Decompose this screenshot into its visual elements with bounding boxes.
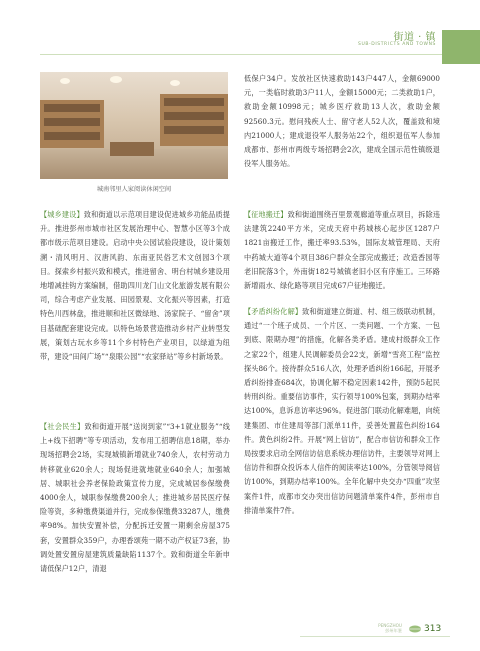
- header-rule: [40, 54, 442, 55]
- social-livelihood-continued-paragraph: [244, 72, 440, 171]
- yearbook-logo: [352, 623, 402, 633]
- paragraph-body: 致和街道开展“送岗到家”“3+1就业服务”“线上+线下招聘”等专项活动，发布用工招聘信息18期，举办现场招聘会2场，实现城镇新增就业740余人，农村劳动力转移就业620余人；现场促进就地就业640余人；加强城居、城职社会养老保险政策宣传力度，完成城居参保缴费4000余人，城职参保缴费200余人；推进城乡居民医疗保险等资，多种缴费渠道并行，完成参保缴费33287人，缴费率98%。加快安置补偿，分配拆迁安置一期剩余房屋375套，安置群众359户，办理香颂苑一期不动产权证73套，协调处置安置房屋建筑质量缺陷1137个。致和街道全年新申请低保户12户，清退: [40, 422, 230, 574]
- urban-rural-construction-paragraph: [40, 208, 230, 364]
- logo-subtext: 彭州年鉴: [385, 628, 402, 633]
- social-livelihood-paragraph: [40, 420, 230, 576]
- land-acquisition-paragraph: [244, 208, 440, 293]
- paragraph-body: 致和街道以示范项目建设促进城乡功能品质提升。推进彭州市城市社区发展治理中心、智慧小区等3个成都市级示范项目建设。启动中央公园试验段建设，设计策划溯・清风明月、汉唐风韵、东南亚民俗艺术文创园3个项目。探索乡村振兴致和模式，推进留舍、明台村城乡建设用地增减挂钩方案编制，借助四川龙门山文化旅游发展有限公司，综合考虑产业发展、田园景观、文化振兴等因素，打造特色川西林盘，推进顺和社区微绿地、汤家院子、“留舍”项目基础配套建设完成。以特色场景营造推动乡村产业转型发展，策划古玩水乡等11个乡村特色产业项目，以绿道为纽带，建设“田间广场”“泉眼公园”“农家驿站”等乡村新场景。: [40, 210, 230, 362]
- logo-text: PENGZHOU: [378, 623, 402, 628]
- paragraph-body: 致和街道围绕百里景观廊道等重点项目，拆除违法建筑2240平方米，完成天府中药城核心起步区1287户1821亩搬迁工作，搬迁率93.53%，国际友城管理局、天府中药城大道等4个项目386户群众全部完成搬迁；改造香园等老旧院落3个，外南街182号城镇老旧小区有序施工。三环路新增雨水、绿化路等项目完成67户征地搬迁。: [244, 210, 440, 291]
- section-title: 街道 · 镇: [393, 32, 436, 43]
- dispute-resolution-paragraph: [244, 305, 440, 518]
- page-number: 313: [424, 624, 442, 634]
- reading-space-photo: [40, 72, 228, 179]
- section-subtitle: SUB-DISTRICTS AND TOWNS: [358, 42, 436, 47]
- paragraph-heading: 【社会民生】: [40, 422, 85, 431]
- paragraph-heading: 【矛盾纠纷化解】: [244, 307, 303, 316]
- paragraph-heading: 【城乡建设】: [40, 210, 84, 219]
- paragraph-body: 致和街道建立街道、村、组三级联动机制，通过“一个班子成员、一个片区、一类问题、一个方案、一包到底、限期办理”的措施，化解各类矛盾。建成村级群众工作之家22个，组建人民调解委员会22支，新增“雪亮工程”监控探头86个。接待群众516人次，处理矛盾纠纷166起，开展矛盾纠纷排查684次，协调化解不稳定因素142件，预防5起民转刑纠纷。重要信访事件，实行领导100%包案，到期办结率达100%，息诉息访率达96%。促进部门联动化解难题，向统建集团、市住建局等部门派单11件，妥善处置蓝色纠纷164件。黄色纠纷2件。开展“网上信访”，配合市信访和群众工作局按要求启动全网信访信息系统办理信访件，主要领导对网上信访件和群众投诉本人信件的阅读率达100%，分管领导阅信访100%，到期办结率100%。全年化解中央交办“四重”攻坚案件1件，成都市交办突出信访问题清单案件4件，彭州市自排清单案件7件。: [244, 307, 440, 515]
- photo-caption: 城南邻里人家阅读休闲空间: [96, 186, 172, 193]
- paragraph-body: 低保户34户。发放社区快速救助143户447人，金额69000元，一类临时救助3户11人，金额15000元；二类救助1户，救助金额10998元；城乡医疗救助13人次，救助金额92560.3元。慰问残疾人士、留守老人52人次，覆盖致和境内21000人；建成退役军人服务站22个，组织退伍军人参加成都市、彭州市两级专场招聘会2次，建成全国示范性镇级退役军人服务站。: [244, 74, 440, 169]
- paragraph-heading: 【征地搬迁】: [244, 210, 288, 219]
- page-header: [0, 0, 480, 62]
- header-tab-block: [442, 30, 480, 64]
- footer-rule: [300, 636, 450, 637]
- leaf-icon: [408, 624, 422, 634]
